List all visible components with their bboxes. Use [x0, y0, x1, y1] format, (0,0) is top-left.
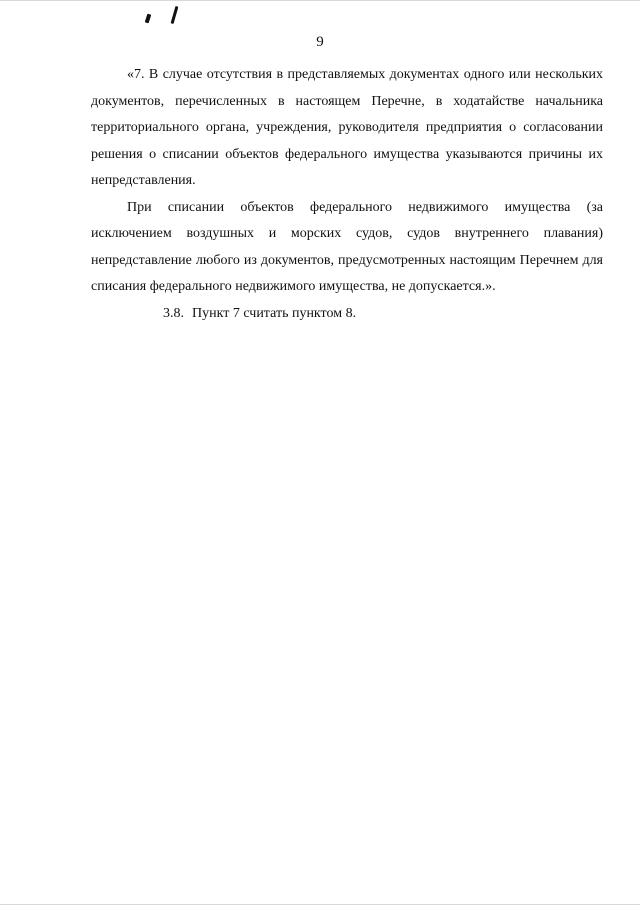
paragraph-item-7-continuation: При списании объектов федерального недвижимого имущества (за исключением воздушных и морских судов, судов внутреннего плавания) непредставление любого из документов, предусмотренных настоящим Перечнем для списания федерального недвижимого имущества, не допускается.». [91, 199, 603, 294]
page-number: 9 [316, 34, 324, 50]
paragraph-item-7: «7. В случае отсутствия в представляемых документах одного или нескольких документов, перечисленных в настоящем Перечне, в ходатайстве начальника территориального органа, учреждения, руководителя предприятия о согласовании решения о списании объектов федерального имущества указываются причины их непредставления. [91, 67, 603, 188]
scan-top-edge [0, 0, 640, 1]
handwritten-mark [145, 14, 152, 24]
item-text: Пункт 7 считать пунктом 8. [192, 305, 357, 321]
paragraph-item-3-8 [91, 301, 603, 328]
handwritten-mark [171, 6, 179, 24]
document-body [91, 62, 603, 327]
item-number: 3.8. [163, 305, 184, 321]
